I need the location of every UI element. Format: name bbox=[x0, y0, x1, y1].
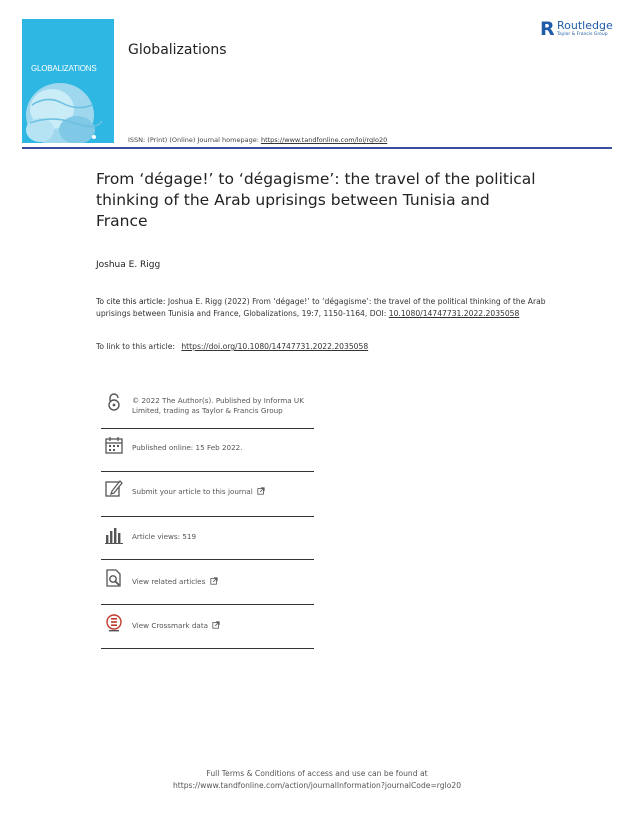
journal-name: Globalizations bbox=[128, 42, 227, 58]
related-articles-label: View related articles bbox=[132, 577, 206, 586]
related-row[interactable] bbox=[101, 560, 314, 605]
article-link-label: To link to this article: bbox=[96, 342, 175, 351]
publisher-logo[interactable] bbox=[540, 18, 618, 42]
submit-row[interactable] bbox=[101, 472, 314, 517]
license-text: © 2022 The Author(s). Published by Informa UK Limited, trading as Taylor & Francis Group bbox=[132, 396, 304, 415]
crossmark-row[interactable] bbox=[101, 605, 314, 649]
article-link-line bbox=[96, 342, 368, 351]
published-row bbox=[101, 429, 314, 472]
journal-homepage-link[interactable]: https://www.tandfonline.com/loi/rglo20 bbox=[260, 136, 388, 144]
cover-title: GLOBALIZATIONS bbox=[31, 64, 97, 73]
article-info-list bbox=[101, 388, 314, 649]
views-row bbox=[101, 517, 314, 560]
header-divider bbox=[22, 147, 612, 149]
crossmark-icon bbox=[104, 613, 124, 633]
external-link-icon bbox=[257, 487, 265, 495]
external-link-icon bbox=[210, 577, 218, 585]
citation-text: Joshua E. Rigg (2022) From ‘dégage!’ to ‘dégagisme’: the travel of the political thinking of the Arab uprisings between Tunisia and France, Globalizations, 19:7, 1150-1164, DOI: bbox=[96, 297, 546, 318]
globe-image bbox=[22, 75, 114, 143]
edit-icon bbox=[104, 478, 124, 498]
issn-line bbox=[128, 136, 387, 144]
page-footer bbox=[0, 768, 634, 792]
submit-article-label: Submit your article to this journal bbox=[132, 487, 253, 496]
open-access-lock-icon bbox=[104, 392, 124, 412]
submit-article-link[interactable] bbox=[132, 487, 265, 497]
journal-cover bbox=[22, 19, 114, 143]
publisher-name: Routledge bbox=[557, 19, 613, 32]
article-doi-link[interactable]: https://doi.org/10.1080/14747731.2022.2035058 bbox=[181, 342, 369, 351]
citation-doi-link[interactable]: 10.1080/14747731.2022.2035058 bbox=[388, 308, 520, 318]
article-title: From ‘dégage!’ to ‘dégagisme’: the travel of the political thinking of the Arab uprisings between Tunisia and France bbox=[96, 170, 536, 230]
publisher-tagline: Taylor & Francis Group bbox=[557, 32, 608, 37]
license-row bbox=[101, 388, 314, 429]
citation-block bbox=[96, 296, 546, 319]
citation-label: To cite this article: bbox=[96, 297, 166, 306]
bar-chart-icon bbox=[104, 525, 124, 545]
related-articles-icon bbox=[104, 568, 124, 588]
article-views: Article views: 519 bbox=[132, 532, 197, 541]
crossmark-link[interactable] bbox=[132, 621, 220, 631]
related-articles-link[interactable] bbox=[132, 577, 218, 587]
crossmark-label: View Crossmark data bbox=[132, 621, 209, 630]
footer-terms-text: Full Terms & Conditions of access and use can be found at bbox=[206, 769, 428, 778]
external-link-icon bbox=[212, 621, 220, 629]
published-date: Published online: 15 Feb 2022. bbox=[132, 443, 243, 452]
footer-terms-link[interactable]: https://www.tandfonline.com/action/journalInformation?journalCode=rglo20 bbox=[172, 781, 462, 790]
article-author: Joshua E. Rigg bbox=[96, 260, 161, 270]
routledge-r-icon: R bbox=[540, 18, 555, 40]
issn-text: ISSN: (Print) (Online) Journal homepage: bbox=[128, 136, 259, 144]
calendar-icon bbox=[104, 435, 124, 455]
